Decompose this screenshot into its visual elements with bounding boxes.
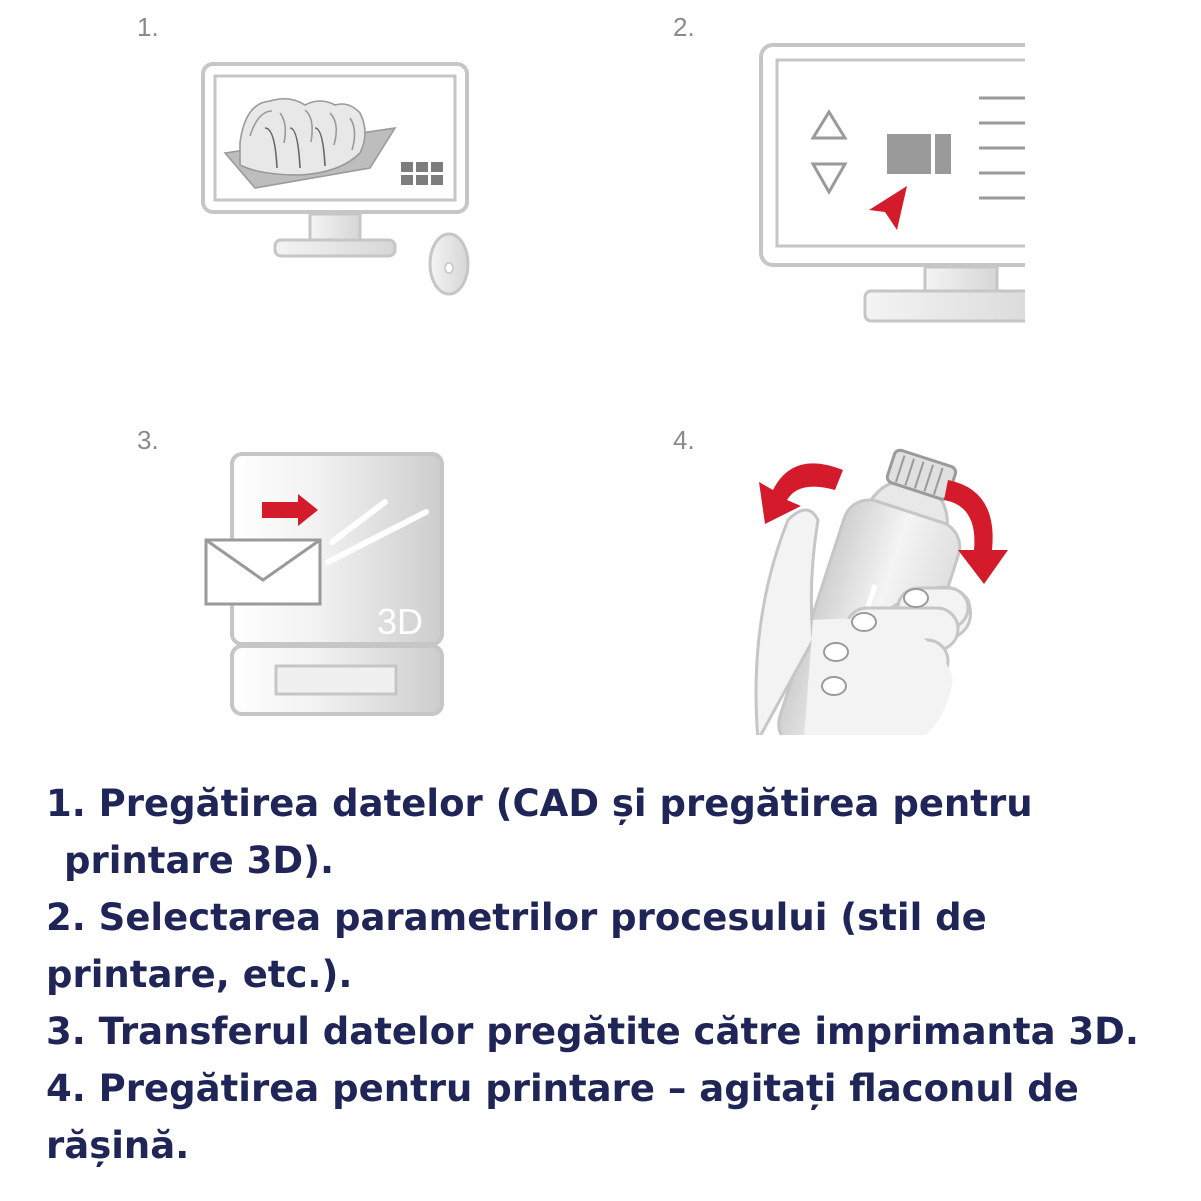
caption-line-4: 4. Pregătirea pentru printare – agitați flaconul de [46, 1067, 1079, 1110]
caption-line-1b: printare 3D). [64, 839, 335, 882]
envelope-icon [206, 540, 320, 604]
caption-line-4b: rășină. [46, 1124, 190, 1167]
step-2-number: 2. [673, 12, 695, 42]
caption-line-1: 1. Pregătirea datelor (CAD și pregătirea pentru [46, 782, 1033, 825]
3d-badge: 3D [376, 601, 424, 642]
caption-line-3: 3. Transferul datelor pregătite către imprimanta 3D. [46, 1010, 1139, 1053]
step-1-number: 1. [137, 12, 159, 42]
caption-line-2b: printare, etc.). [46, 953, 353, 996]
steps-caption [46, 775, 1176, 1174]
caption-line-2: 2. Selectarea parametrilor procesului (stil de [46, 896, 987, 939]
step-4-number: 4. [673, 425, 695, 455]
monitor-parameter-selection-icon [757, 40, 1027, 325]
hand-shaking-resin-bottle-icon [718, 440, 1028, 740]
computer-with-dental-model-icon [195, 58, 485, 303]
step-3-number: 3. [137, 425, 159, 455]
selection-block-icon [887, 134, 931, 174]
3d-printer-data-transfer-icon [200, 450, 450, 720]
